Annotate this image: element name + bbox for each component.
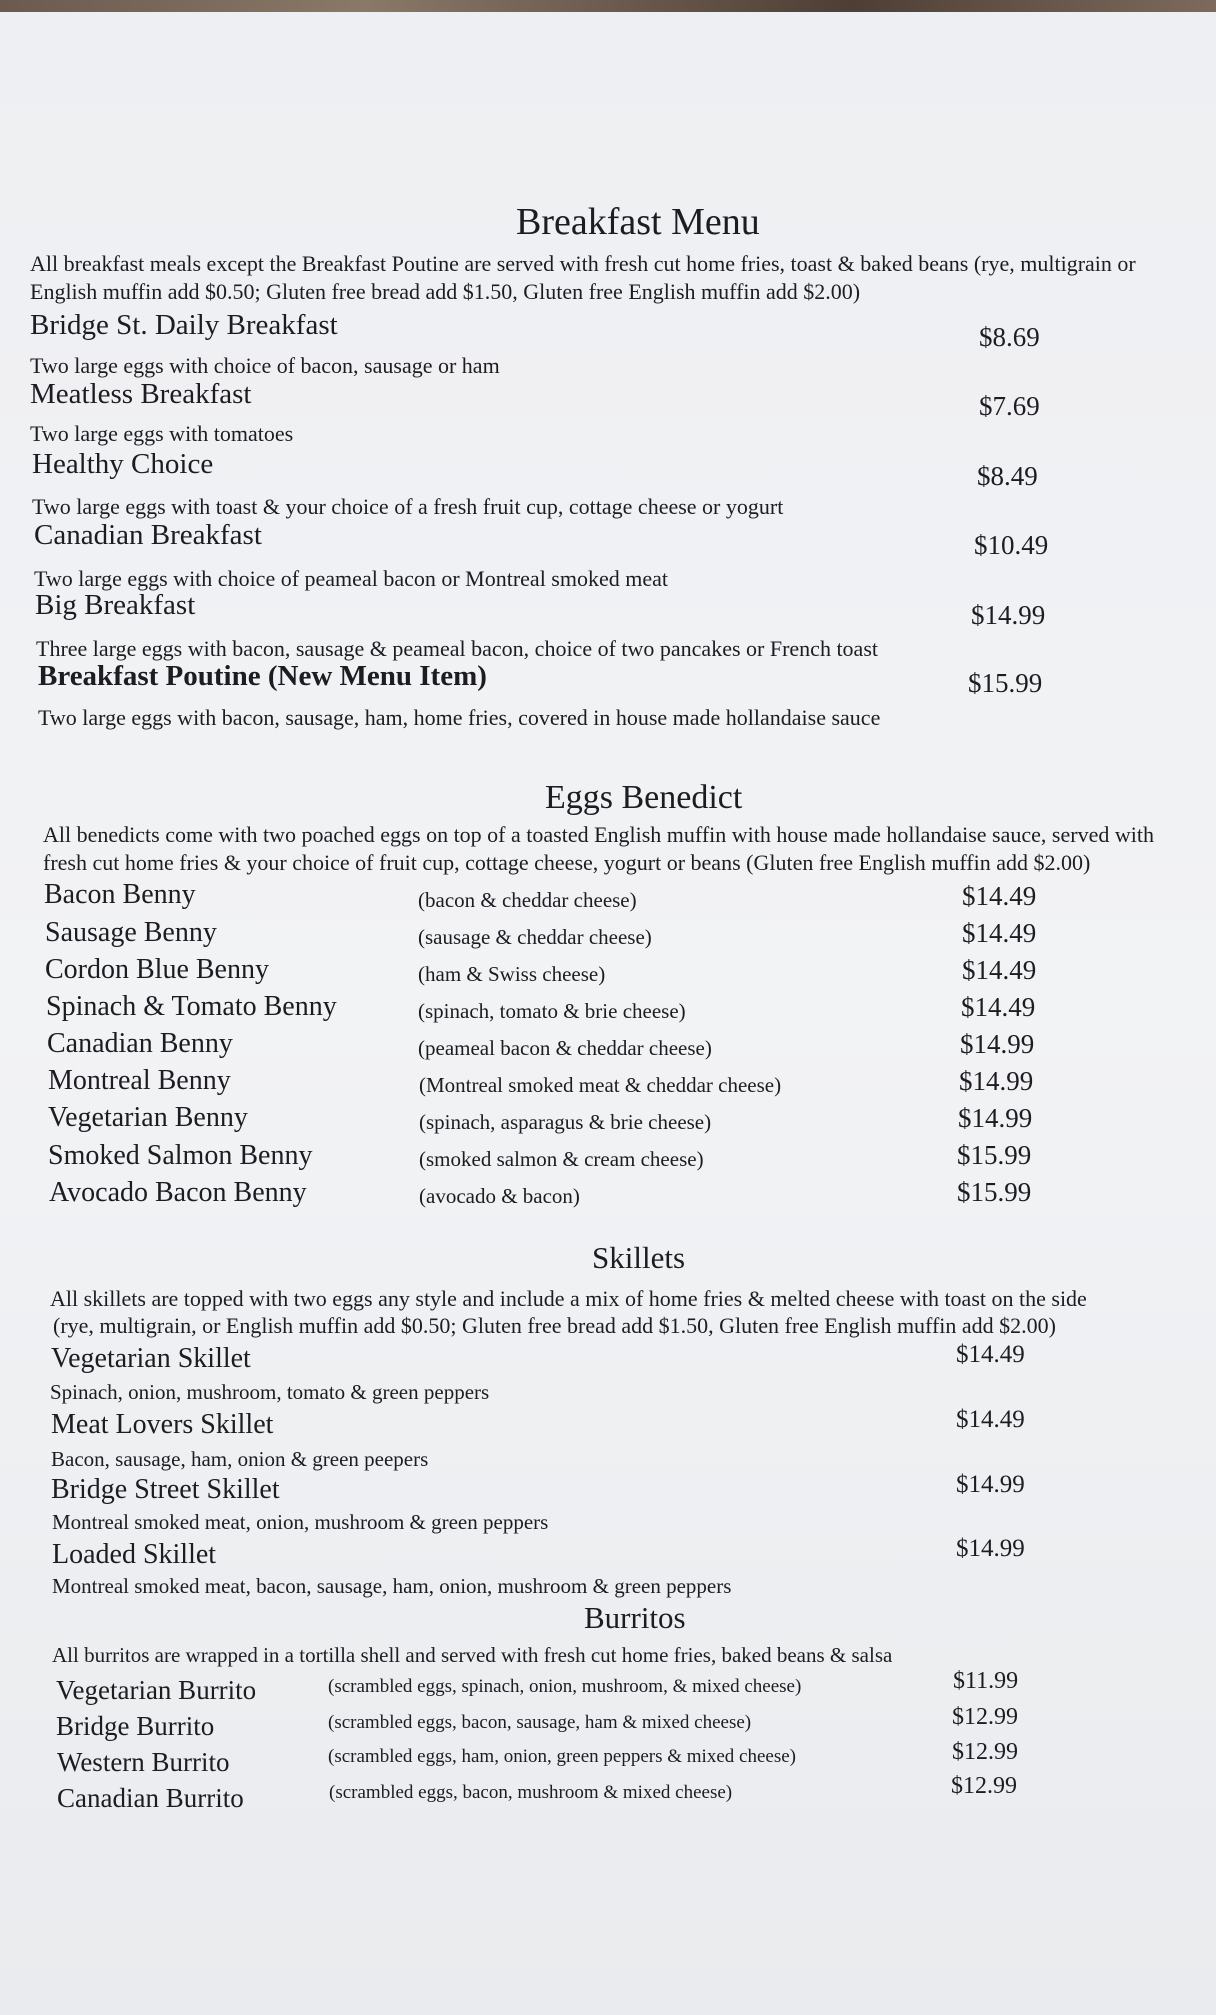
menu-item-name: Meat Lovers Skillet — [51, 1409, 274, 1440]
section-note: All benedicts come with two poached eggs on top of a toasted English muffin with house made hollandaise sauce, served with — [43, 822, 1154, 847]
menu-item-name: Big Breakfast — [35, 589, 196, 621]
menu-item-ingredients: (Montreal smoked meat & cheddar cheese) — [419, 1073, 782, 1097]
menu-item-price: $14.99 — [956, 1535, 1025, 1562]
menu-item-description: Bacon, sausage, ham, onion & green peepers — [51, 1447, 429, 1471]
menu-item-price: $14.49 — [962, 881, 1037, 911]
menu-item-price: $14.99 — [971, 600, 1046, 630]
section-note: fresh cut home fries & your choice of fruit cup, cottage cheese, yogurt or beans (Gluten free English muffin add $2.00) — [43, 850, 1091, 875]
menu-item-name: Avocado Bacon Benny — [49, 1177, 307, 1208]
menu-item-ingredients: (smoked salmon & cream cheese) — [419, 1147, 704, 1171]
menu-item-ingredients: (spinach, tomato & brie cheese) — [418, 999, 686, 1023]
menu-item-price: $15.99 — [957, 1140, 1032, 1170]
menu-item-price: $14.49 — [962, 918, 1037, 948]
menu-item-name: Bacon Benny — [44, 879, 196, 910]
menu-item-description: Spinach, onion, mushroom, tomato & green peppers — [50, 1380, 490, 1404]
menu-item-price: $14.99 — [959, 1066, 1034, 1096]
section-title: Burritos — [584, 1600, 686, 1635]
menu-item-price: $10.49 — [974, 530, 1049, 560]
menu-item-price: $14.49 — [961, 992, 1036, 1022]
menu-item-price: $8.49 — [977, 461, 1038, 491]
menu-item-description: Two large eggs with choice of bacon, sausage or ham — [30, 353, 500, 378]
menu-item-description: Two large eggs with tomatoes — [30, 421, 294, 446]
section-note: English muffin add $0.50; Gluten free bread add $1.50, Gluten free English muffin add $2.00) — [30, 279, 861, 304]
menu-item-name: Vegetarian Skillet — [51, 1343, 251, 1374]
menu-item-ingredients: (bacon & cheddar cheese) — [418, 888, 637, 912]
menu-item-ingredients: (scrambled eggs, bacon, sausage, ham & mixed cheese) — [328, 1712, 752, 1733]
menu-item-ingredients: (ham & Swiss cheese) — [418, 962, 606, 986]
menu-item-description: Three large eggs with bacon, sausage & peameal bacon, choice of two pancakes or French toast — [36, 636, 878, 661]
menu-item-price: $14.99 — [956, 1471, 1025, 1498]
menu-item-description: Montreal smoked meat, onion, mushroom & green peppers — [52, 1510, 549, 1534]
menu-item-name: Canadian Benny — [47, 1028, 233, 1059]
menu-item-description: Two large eggs with bacon, sausage, ham, home fries, covered in house made hollandaise sauce — [38, 705, 881, 730]
section-note: All breakfast meals except the Breakfast Poutine are served with fresh cut home fries, toast & baked beans (rye, multigrain or — [30, 251, 1136, 276]
menu-item-description: Two large eggs with choice of peameal bacon or Montreal smoked meat — [34, 566, 669, 591]
menu-item-name: Loaded Skillet — [52, 1539, 217, 1570]
section-title: Eggs Benedict — [545, 779, 743, 816]
menu-item-ingredients: (scrambled eggs, spinach, onion, mushroom, & mixed cheese) — [328, 1676, 802, 1697]
section-title: Skillets — [592, 1240, 686, 1275]
menu-item-price: $14.99 — [958, 1103, 1033, 1133]
menu-item-price: $14.49 — [962, 955, 1037, 985]
menu-item-price: $7.69 — [979, 391, 1040, 421]
menu-item-ingredients: (scrambled eggs, ham, onion, green peppers & mixed cheese) — [328, 1746, 796, 1767]
menu-item-name: Breakfast Poutine (New Menu Item) — [38, 660, 487, 692]
menu-item-name: Spinach & Tomato Benny — [46, 991, 337, 1022]
menu-item-price: $12.99 — [952, 1739, 1018, 1765]
menu-item-price: $12.99 — [952, 1704, 1018, 1730]
section-note: (rye, multigrain, or English muffin add $0.50; Gluten free bread add $1.50, Gluten free English muffin add $2.00) — [53, 1313, 1057, 1338]
menu-item-name: Meatless Breakfast — [30, 378, 252, 410]
menu-item-price: $8.69 — [979, 322, 1040, 352]
section-title: Breakfast Menu — [516, 201, 760, 243]
menu-item-name: Cordon Blue Benny — [45, 954, 269, 985]
menu-item-name: Smoked Salmon Benny — [48, 1140, 313, 1171]
menu-item-ingredients: (avocado & bacon) — [419, 1184, 580, 1208]
menu-item-name: Bridge Street Skillet — [51, 1474, 280, 1505]
menu-item-ingredients: (spinach, asparagus & brie cheese) — [419, 1110, 712, 1134]
menu-item-price: $11.99 — [953, 1668, 1019, 1694]
menu-item-price: $15.99 — [957, 1177, 1032, 1207]
menu-item-price: $12.99 — [951, 1773, 1017, 1799]
menu-item-price: $14.99 — [960, 1029, 1035, 1059]
menu-item-name: Canadian Breakfast — [34, 519, 262, 551]
menu-item-name: Montreal Benny — [48, 1065, 231, 1096]
menu-item-ingredients: (scrambled eggs, bacon, mushroom & mixed cheese) — [329, 1782, 733, 1803]
photo-background-strip — [0, 0, 1216, 12]
menu-item-name: Canadian Burrito — [57, 1783, 244, 1813]
menu-item-price: $14.49 — [956, 1406, 1025, 1433]
menu-item-ingredients: (peameal bacon & cheddar cheese) — [418, 1036, 712, 1060]
menu-item-name: Bridge Burrito — [56, 1711, 215, 1741]
menu-item-price: $15.99 — [968, 668, 1043, 698]
menu-item-price: $14.49 — [956, 1341, 1025, 1368]
menu-item-name: Sausage Benny — [45, 917, 217, 948]
menu-item-name: Vegetarian Burrito — [56, 1675, 257, 1705]
section-note: All burritos are wrapped in a tortilla shell and served with fresh cut home fries, baked beans & salsa — [52, 1643, 893, 1667]
menu-item-name: Bridge St. Daily Breakfast — [30, 309, 338, 341]
menu-item-name: Western Burrito — [57, 1747, 230, 1777]
menu-item-ingredients: (sausage & cheddar cheese) — [418, 925, 652, 949]
section-note: All skillets are topped with two eggs any style and include a mix of home fries & melted cheese with toast on the side — [50, 1286, 1087, 1311]
menu-item-description: Two large eggs with toast & your choice of a fresh fruit cup, cottage cheese or yogurt — [32, 494, 784, 519]
menu-item-name: Vegetarian Benny — [48, 1102, 248, 1133]
menu-item-description: Montreal smoked meat, bacon, sausage, ham, onion, mushroom & green peppers — [52, 1574, 732, 1598]
menu-item-name: Healthy Choice — [32, 448, 214, 480]
